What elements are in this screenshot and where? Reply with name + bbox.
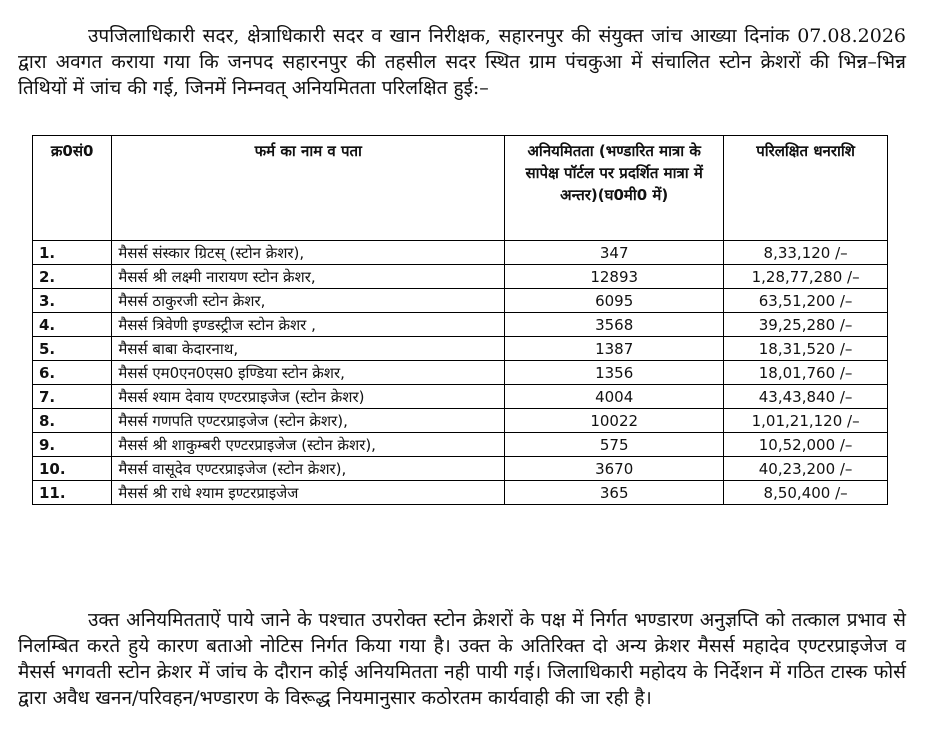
amount-cell: 1,01,21,120 /– (724, 409, 888, 433)
amount-cell: 43,43,840 /– (724, 385, 888, 409)
table-row (33, 457, 888, 481)
serial-cell: 5. (33, 337, 112, 361)
table-row (33, 241, 888, 265)
header-irregularity: अनियमितता (भण्डारित मात्रा के सापेक्ष पॉर्टल पर प्रदर्शित मात्रा में अन्तर)(घ0मी0 में) (505, 136, 724, 241)
table-row (33, 265, 888, 289)
quantity-cell: 3670 (505, 457, 724, 481)
intro-paragraph: उपजिलाधिकारी सदर, क्षेत्राधिकारी सदर व खान निरीक्षक, सहारनपुर की संयुक्त जांच आख्या दिनांक 07.08.2026 द्वारा अवगत कराया गया कि जनपद सहारनपुर की तहसील सदर स्थित ग्राम पंचकुआ में संचालित स्टोन क्रेशरों की भिन्न–भिन्न तिथियों में जांच की गई, जिनमें निम्नवत् अनियमितता परिलक्षित हुई:– (18, 25, 906, 99)
closing-paragraph: उक्त अनियमितताऐं पाये जाने के पश्चात उपरोक्त स्टोन क्रेशरों के पक्ष में निर्गत भण्डारण अनुज्ञप्ति को तत्काल प्रभाव से निलम्बित करते हुये कारण बताओ नोटिस निर्गत किया गया है। उक्त के अतिरिक्त दो अन्य क्रेशर मैसर्स महादेव एण्टरप्राइजेज व मैसर्स भगवती स्टोन क्रेशर में जांच के दौरान कोई अनियमितता नही पायी गई। जिलाधिकारी महोदय के निर्देशन में गठित टास्क फोर्स द्वारा अवैध खनन/परिवहन/भण्डारण के विरूद्ध नियमानुसार कठोरतम कार्यवाही की जा रही है। (18, 609, 906, 709)
amount-cell: 8,50,400 /– (724, 481, 888, 505)
serial-cell: 11. (33, 481, 112, 505)
firm-name-cell: मैसर्स बाबा केदारनाथ, (112, 337, 505, 361)
table-row (33, 313, 888, 337)
amount-cell: 10,52,000 /– (724, 433, 888, 457)
firm-name-cell: मैसर्स संस्कार ग्रिटस् (स्टोन क्रेशर), (112, 241, 505, 265)
amount-cell: 1,28,77,280 /– (724, 265, 888, 289)
firm-name-cell: मैसर्स श्री लक्ष्मी नारायण स्टोन क्रेशर, (112, 265, 505, 289)
firm-name-cell: मैसर्स श्री शाकुम्बरी एण्टरप्राइजेज (स्टोन क्रेशर), (112, 433, 505, 457)
quantity-cell: 3568 (505, 313, 724, 337)
table-row (33, 409, 888, 433)
quantity-cell: 575 (505, 433, 724, 457)
quantity-cell: 10022 (505, 409, 724, 433)
table-row (33, 433, 888, 457)
header-firm-name: फर्म का नाम व पता (112, 136, 505, 241)
table-row (33, 337, 888, 361)
table-row (33, 481, 888, 505)
quantity-cell: 347 (505, 241, 724, 265)
table-row (33, 361, 888, 385)
quantity-cell: 1356 (505, 361, 724, 385)
firm-name-cell: मैसर्स श्री राधे श्याम इण्टरप्राइजेज (112, 481, 505, 505)
amount-cell: 18,31,520 /– (724, 337, 888, 361)
firm-name-cell: मैसर्स त्रिवेणी इण्डस्ट्रीज स्टोन क्रेशर , (112, 313, 505, 337)
table-header-row (33, 136, 888, 241)
serial-cell: 1. (33, 241, 112, 265)
firm-name-cell: मैसर्स श्याम देवाय एण्टरप्राइजेज (स्टोन क्रेशर) (112, 385, 505, 409)
quantity-cell: 12893 (505, 265, 724, 289)
table-row (33, 289, 888, 313)
serial-cell: 3. (33, 289, 112, 313)
serial-cell: 8. (33, 409, 112, 433)
header-serial: क्र0सं0 (33, 136, 112, 241)
quantity-cell: 4004 (505, 385, 724, 409)
table-row (33, 385, 888, 409)
serial-cell: 6. (33, 361, 112, 385)
serial-cell: 4. (33, 313, 112, 337)
irregularity-table (32, 135, 888, 505)
amount-cell: 63,51,200 /– (724, 289, 888, 313)
amount-cell: 40,23,200 /– (724, 457, 888, 481)
amount-cell: 39,25,280 /– (724, 313, 888, 337)
amount-cell: 18,01,760 /– (724, 361, 888, 385)
header-amount: परिलक्षित धनराशि (724, 136, 888, 241)
quantity-cell: 365 (505, 481, 724, 505)
amount-cell: 8,33,120 /– (724, 241, 888, 265)
quantity-cell: 1387 (505, 337, 724, 361)
firm-name-cell: मैसर्स वासूदेव एण्टरप्राइजेज (स्टोन क्रेशर), (112, 457, 505, 481)
firm-name-cell: मैसर्स एम0एन0एस0 इण्डिया स्टोन क्रेशर, (112, 361, 505, 385)
serial-cell: 7. (33, 385, 112, 409)
serial-cell: 10. (33, 457, 112, 481)
serial-cell: 2. (33, 265, 112, 289)
serial-cell: 9. (33, 433, 112, 457)
firm-name-cell: मैसर्स गणपति एण्टरप्राइजेज (स्टोन क्रेशर), (112, 409, 505, 433)
firm-name-cell: मैसर्स ठाकुरजी स्टोन क्रेशर, (112, 289, 505, 313)
quantity-cell: 6095 (505, 289, 724, 313)
